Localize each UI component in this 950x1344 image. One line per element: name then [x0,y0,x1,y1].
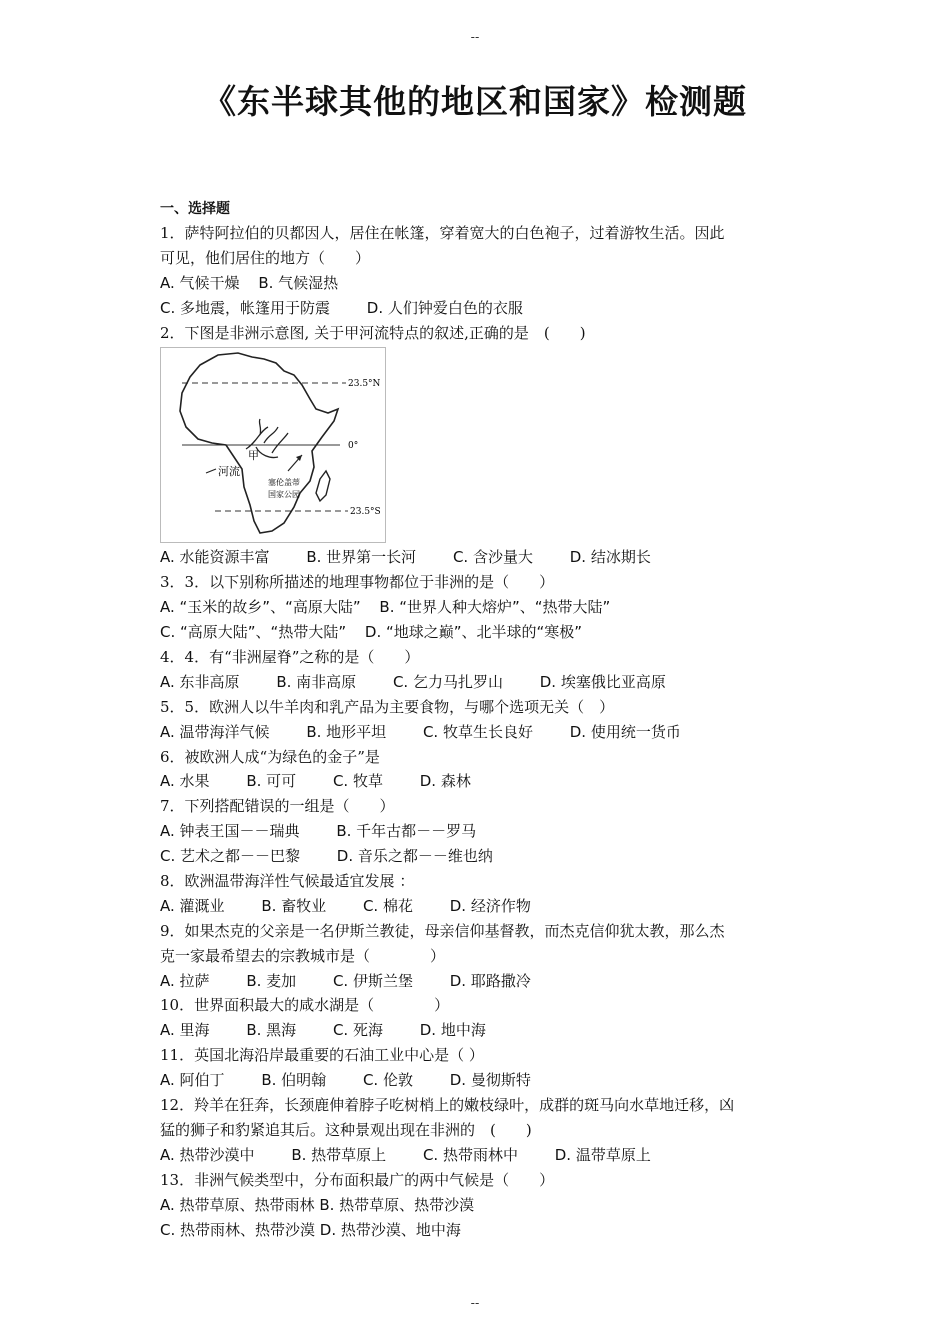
option-a[interactable]: A. 灌溉业 [160,896,225,915]
label-river: 河流 [218,465,240,479]
option-row [160,894,820,919]
option-row [160,1143,820,1168]
option-d[interactable]: D. 音乐之都－－维也纳 [336,847,493,866]
option-d[interactable]: D. 使用统一货币 [569,722,681,741]
page-title: 《东半球其他的地区和国家》检测题 [203,82,747,121]
option-a[interactable]: A. 拉萨 [160,971,210,990]
question-7 [160,794,820,869]
option-c[interactable]: C. 含沙量大 [452,548,533,567]
option-d[interactable]: D. 经济作物 [449,896,531,915]
option-c[interactable]: C. 多地震，帐篷用于防震 [160,298,331,317]
option-a[interactable]: A. 气候干燥 [160,273,240,292]
question-text: 克一家最希望去的宗教城市是（ ） [160,946,446,965]
question-9 [160,919,820,994]
option-a[interactable]: A. 钟表王国－－瑞典 [160,822,300,841]
question-text: 8．欧洲温带海洋性气候最适宜发展 ： [160,872,415,891]
question-2 [160,321,820,571]
option-d[interactable]: D. 温带草原上 [554,1145,651,1164]
question-6 [160,745,820,795]
option-c[interactable]: C. 艺术之都－－巴黎 [160,847,301,866]
option-d[interactable]: D. 结冰期长 [569,548,651,567]
option-d[interactable]: D. 地中海 [419,1021,486,1040]
option-c[interactable]: C. 乞力马扎罗山 [392,672,503,691]
option-a[interactable]: A. 水果 [160,772,210,791]
option-a[interactable]: A. 热带草原、热带雨林 [160,1195,315,1214]
option-a[interactable]: A. 热带沙漠中 [160,1145,255,1164]
option-b[interactable]: B. 热带草原上 [291,1145,387,1164]
question-5 [160,695,820,745]
option-b[interactable]: B. 世界第一长河 [306,548,417,567]
question-text: 2．下图是非洲示意图, 关于甲河流特点的叙述,正确的是 ( ) [160,323,586,342]
option-b[interactable]: B. 畜牧业 [261,896,327,915]
option-row [160,670,820,695]
option-b[interactable]: B. “世界人种大熔炉”、“热带大陆” [379,598,611,617]
question-10 [160,993,820,1043]
option-a[interactable]: A. 温带海洋气候 [160,722,270,741]
question-text: 7．下列搭配错误的一组是（ ） [160,797,395,816]
question-text: 5．5．欧洲人以牛羊肉和乳产品为主要食物，与哪个选项无关（ ） [160,697,615,716]
option-a[interactable]: A. 水能资源丰富 [160,548,270,567]
question-13 [160,1168,820,1243]
option-a[interactable]: A. “玉米的故乡”、“高原大陆” [160,598,361,617]
question-3 [160,570,820,645]
option-c[interactable]: C. 棉花 [362,896,413,915]
option-d[interactable]: D. “地球之巅”、北半球的“寒极” [364,623,583,642]
option-c[interactable]: C. 热带雨林中 [422,1145,518,1164]
option-row [160,1068,820,1093]
option-d[interactable]: D. 森林 [419,772,471,791]
option-b[interactable]: B. 热带草原、热带沙漠 [319,1195,475,1214]
question-text: 11．英国北海沿岸最重要的石油工业中心是（ ） [160,1046,484,1065]
option-row [160,620,820,645]
question-text: 3．3．以下别称所描述的地理事物都位于非洲的是（ ） [160,573,555,592]
option-row [160,969,820,994]
option-d[interactable]: D. 曼彻斯特 [449,1071,531,1090]
option-row [160,271,820,296]
question-text: 6．被欧洲人成“为绿色的金子”是 [160,747,380,766]
option-c[interactable]: C. 伊斯兰堡 [332,971,413,990]
option-d[interactable]: D. 人们钟爱白色的衣服 [366,298,523,317]
option-b[interactable]: B. 气候湿热 [258,273,339,292]
header-mark: -- [470,30,480,44]
question-text: 13．非洲气候类型中，分布面积最广的两中气候是（ ） [160,1170,555,1189]
question-1 [160,221,820,321]
option-d[interactable]: D. 耶路撒冷 [449,971,531,990]
option-row [160,769,820,794]
option-b[interactable]: B. 地形平坦 [306,722,387,741]
option-b[interactable]: B. 千年古都－－罗马 [336,822,477,841]
question-text: 1．萨特阿拉伯的贝都因人，居住在帐篷，穿着宽大的白色袍子，过着游牧生活。因此 [160,224,725,242]
question-8 [160,869,820,919]
option-row [160,1218,820,1243]
option-b[interactable]: B. 黑海 [246,1021,297,1040]
label-park-line2: 国家公园 [268,490,300,500]
question-text: 12．羚羊在狂奔，长颈鹿伸着脖子吃树梢上的嫩枝绿叶，成群的斑马向水草地迁移，凶 [160,1096,735,1115]
option-b[interactable]: B. 南非高原 [276,672,357,691]
question-text: 可见，他们居住的地方（ ） [160,248,371,267]
option-a[interactable]: A. 阿伯丁 [160,1071,225,1090]
question-text: 4．4．有“非洲屋脊”之称的是（ ） [160,648,420,667]
africa-map-figure [160,347,386,543]
section-heading: 一、选择题 [160,201,230,217]
option-b[interactable]: B. 麦加 [246,971,297,990]
option-row [160,1193,820,1218]
option-c[interactable]: C. 死海 [332,1021,383,1040]
question-4 [160,645,820,695]
option-row [160,296,820,321]
label-tropic-north: 23.5°N [348,379,381,390]
africa-map [160,347,386,543]
label-park-line1: 塞伦盖蒂 [268,478,300,488]
option-row [160,1018,820,1043]
option-b[interactable]: B. 可可 [246,772,297,791]
footer-mark: -- [470,1296,480,1310]
option-row [160,844,820,869]
question-11 [160,1043,820,1093]
option-c[interactable]: C. “高原大陆”、“热带大陆” [160,623,347,642]
label-equator: 0° [348,441,359,452]
option-row [160,720,820,745]
option-b[interactable]: B. 伯明翰 [261,1071,327,1090]
label-tropic-south: 23.5°S [350,507,381,518]
option-a[interactable]: A. 里海 [160,1021,210,1040]
question-text: 10．世界面积最大的咸水湖是（ ） [160,996,450,1015]
option-a[interactable]: A. 东非高原 [160,672,240,691]
option-c[interactable]: C. 热带雨林、热带沙漠 [160,1220,316,1239]
question-text: 9．如果杰克的父亲是一名伊斯兰教徒，母亲信仰基督教，而杰克信仰犹太教，那么杰 [160,921,725,940]
option-c[interactable]: C. 伦敦 [362,1071,413,1090]
option-row [160,819,820,844]
label-river-jia: 甲 [248,449,259,463]
option-c[interactable]: C. 牧草生长良好 [422,722,533,741]
question-12 [160,1093,820,1168]
option-row [160,595,820,620]
question-text: 猛的狮子和豹紧追其后。这种景观出现在非洲的 ( ) [160,1120,532,1139]
option-c[interactable]: C. 牧草 [332,772,383,791]
option-row [160,545,820,570]
question-list [160,197,820,1242]
option-d[interactable]: D. 埃塞俄比亚高原 [539,672,666,691]
option-d[interactable]: D. 热带沙漠、地中海 [319,1220,461,1239]
